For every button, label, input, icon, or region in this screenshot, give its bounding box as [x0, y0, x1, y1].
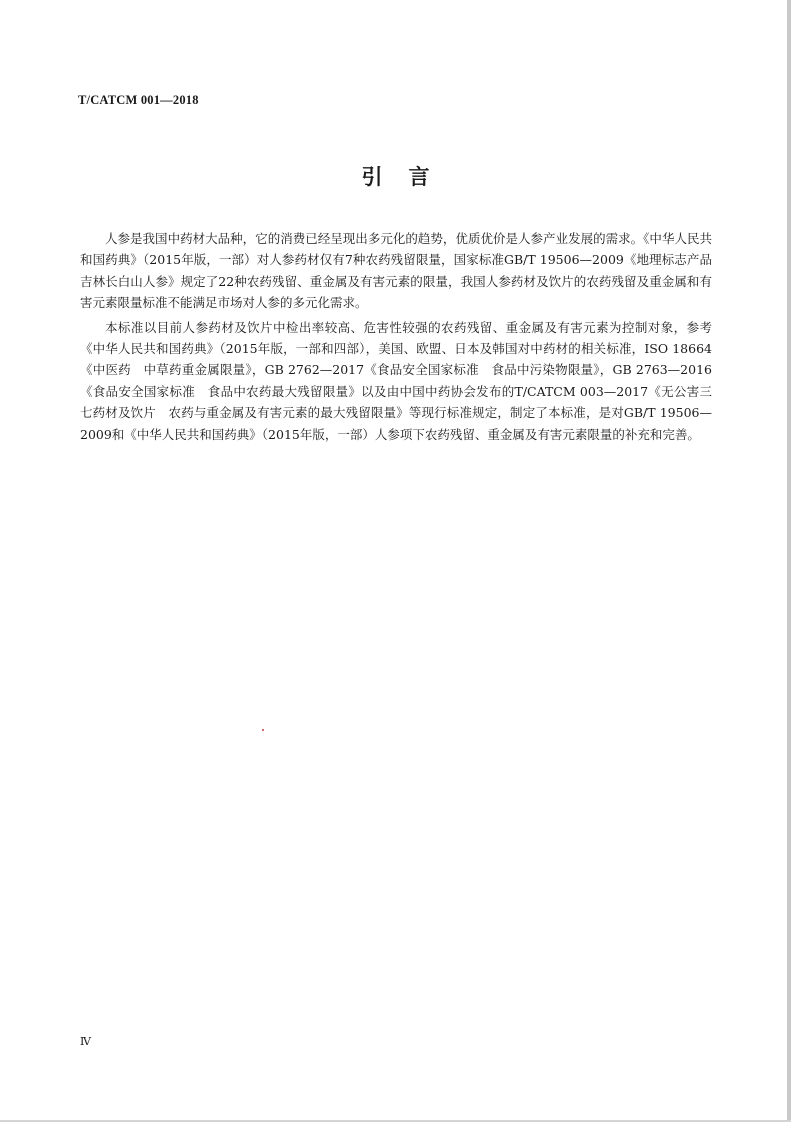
- page-number: Ⅳ: [80, 1036, 91, 1048]
- page-title: 引言: [361, 165, 456, 189]
- scan-speck: [262, 729, 264, 731]
- paragraph-2: 本标准以目前人参药材及饮片中检出率较高、危害性较强的农药残留、重金属及有害元素为控制对象，参考《中华人民共和国药典》（2015年版，一部和四部），美国、欧盟、日本及韩国对中药材的相关标准，ISO 18664《中医药 中草药重金属限量》，GB 2762—2017《食品安全国家标准 食品中污染物限量》，GB 2763—2016《食品安全国家标准 食品中农药最大残留限量》以及由中国中药协会发布的T/CATCM 003—2017《无公害三七药材及饮片 农药与重金属及有害元素的最大残留限量》等现行标准规定，制定了本标准，是对GB/T 19506—2009和《中华人民共和国药典》（2015年版，一部）人参项下农药残留、重金属及有害元素限量的补充和完善。: [80, 319, 712, 442]
- standard-code: T/CATCM 001—2018: [78, 93, 199, 107]
- body-text: [80, 228, 725, 448]
- paragraph-1: 人参是我国中药材大品种，它的消费已经呈现出多元化的趋势，优质优价是人参产业发展的需求。《中华人民共和国药典》（2015年版，一部）对人参药材仅有7种农药残留限量，国家标准GB/T 19506—2009《地理标志产品 吉林长白山人参》规定了22种农药残留、重金属及有害元素的限量，我国人参药材及饮片的农药残留及重金属和有害元素限量标准不能满足市场对人参的多元化需求。: [80, 231, 725, 311]
